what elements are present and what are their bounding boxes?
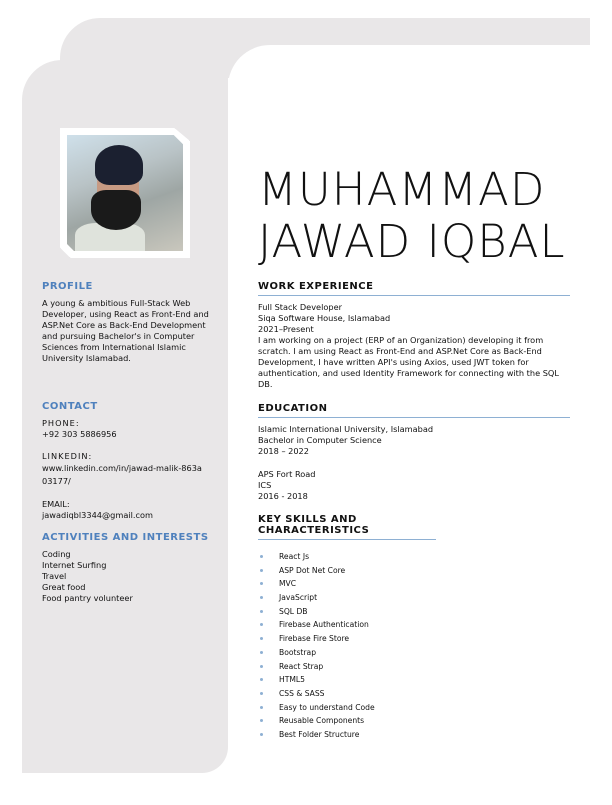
linkedin-link[interactable]: www.linkedin.com/in/jawad-malik-863a03177/ — [42, 463, 202, 486]
email-link[interactable]: jawadiqbl3344@gmail.com — [42, 510, 153, 520]
edu-degree: ICS — [258, 480, 272, 490]
skill-item: Best Folder Structure — [258, 728, 436, 742]
edu-school: APS Fort Road — [258, 469, 316, 479]
job-description: I am working on a project (ERP of an Organization) developing it from scratch. I am using React as Front-End and ASP.Net Core as Back-End Development, I have written API's using Axios, used JWT token for authentication, and used Identity Framework for connecting with the SQL DB. — [258, 335, 559, 389]
skill-item: Firebase Fire Store — [258, 632, 436, 646]
candidate-name — [258, 164, 566, 268]
skill-item: Easy to understand Code — [258, 701, 436, 715]
skill-item: Firebase Authentication — [258, 618, 436, 632]
skill-item: Reusable Components — [258, 714, 436, 728]
photo-beard — [91, 190, 141, 230]
activities-heading: ACTIVITIES AND INTERESTS — [42, 532, 209, 543]
edu-dates: 2018 – 2022 — [258, 446, 309, 456]
skill-item: HTML5 — [258, 673, 436, 687]
profile-heading: PROFILE — [42, 281, 93, 292]
edu-degree: Bachelor in Computer Science — [258, 435, 382, 445]
activity-item: Great food — [42, 582, 86, 592]
activity-item: Internet Surfing — [42, 560, 107, 570]
activity-item: Food pantry volunteer — [42, 593, 133, 603]
activities-section — [42, 532, 217, 604]
education-section — [258, 403, 570, 502]
skill-item: React Strap — [258, 660, 436, 674]
profile-photo — [60, 128, 190, 258]
work-heading: WORK EXPERIENCE — [258, 281, 570, 296]
skill-item: ASP Dot Net Core — [258, 564, 436, 578]
contact-section — [42, 401, 217, 521]
photo-image — [67, 135, 183, 251]
profile-text: A young & ambitious Full-Stack Web Developer, using React as Front-End and ASP.Net Core as Back-End Development and pursuing Bachelor's in Computer Sciences from International Islamic University Islamabad. — [42, 298, 209, 363]
skills-heading: KEY SKILLS AND CHARACTERISTICS — [258, 514, 436, 540]
activity-item: Coding — [42, 549, 71, 559]
skills-list — [258, 550, 436, 742]
edu-school: Islamic International University, Islamabad — [258, 424, 434, 434]
linkedin-label: LINKEDIN: — [42, 451, 93, 461]
name-line-2: JAWAD IQBAL — [258, 215, 566, 268]
name-line-1: MUHAMMAD — [258, 163, 546, 216]
job-company: Siqa Software House, Islamabad — [258, 313, 391, 323]
contact-heading: CONTACT — [42, 401, 98, 412]
education-heading: EDUCATION — [258, 403, 570, 418]
skills-section — [258, 514, 436, 742]
skill-item: SQL DB — [258, 605, 436, 619]
edu-dates: 2016 - 2018 — [258, 491, 308, 501]
profile-section — [42, 281, 217, 364]
photo-hair — [95, 145, 143, 185]
phone-label: PHONE: — [42, 418, 80, 428]
job-dates: 2021–Present — [258, 324, 314, 334]
email-label: EMAIL: — [42, 499, 70, 509]
skill-item: CSS & SASS — [258, 687, 436, 701]
job-title: Full Stack Developer — [258, 302, 342, 312]
phone-value: +92 303 5886956 — [42, 429, 117, 439]
skill-item: React Js — [258, 550, 436, 564]
skill-item: MVC — [258, 577, 436, 591]
activity-item: Travel — [42, 571, 67, 581]
skill-item: JavaScript — [258, 591, 436, 605]
work-section — [258, 281, 570, 390]
skill-item: Bootstrap — [258, 646, 436, 660]
